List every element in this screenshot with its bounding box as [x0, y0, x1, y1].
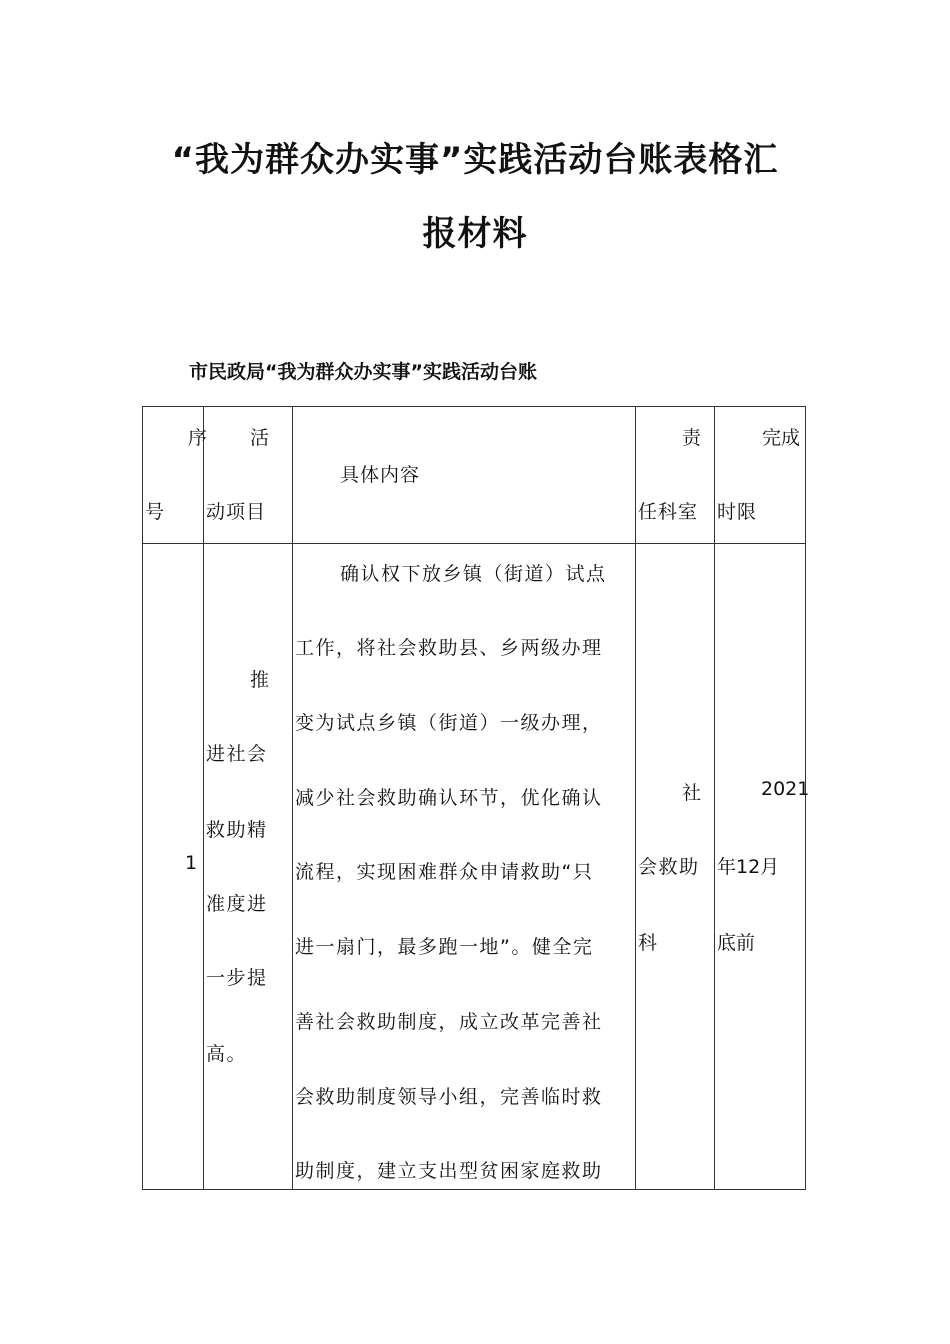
department-line: 会救助 [638, 856, 700, 878]
content-line: 会救助制度领导小组，完善临时救 [295, 1086, 603, 1108]
activity-line: 准度进 [206, 893, 268, 915]
department-line: 科 [638, 932, 659, 954]
header-deadline-part-2: 时限 [717, 501, 758, 523]
deadline-line: 底前 [717, 932, 756, 954]
content-line: 流程，实现困难群众申请救助“只 [295, 861, 594, 883]
row-seq: 1 [185, 852, 198, 874]
content-line: 确认权下放乡镇（街道）试点 [340, 563, 607, 585]
header-deadline-part-1: 完成 [762, 427, 801, 449]
activity-line: 一步提 [206, 967, 268, 989]
content-line: 善社会救助制度，成立改革完善社 [295, 1011, 603, 1033]
activity-line: 救助精 [206, 819, 268, 841]
content-line: 变为试点乡镇（街道）一级办理， [295, 712, 603, 734]
content-line: 减少社会救助确认环节，优化确认 [295, 787, 603, 809]
activity-line: 进社会 [206, 743, 268, 765]
header-department-part-2: 任科室 [638, 501, 699, 523]
header-content: 具体内容 [340, 464, 421, 486]
header-activity-part-2: 动项目 [206, 501, 267, 523]
header-seq-part-2: 号 [145, 501, 165, 523]
deadline-line: 2021 [761, 778, 810, 800]
document-title-line-1: “我为群众办实事”实践活动台账表格汇 [171, 140, 779, 180]
activity-line: 推 [250, 669, 271, 691]
content-line: 助制度，建立支出型贫困家庭救助 [295, 1160, 603, 1182]
deadline-line: 年12月 [717, 856, 780, 878]
table-caption: 市民政局“我为群众办实事”实践活动台账 [189, 361, 537, 383]
content-line: 工作，将社会救助县、乡两级办理 [295, 637, 603, 659]
department-line: 社 [682, 782, 703, 804]
document-title-line-2: 报材料 [422, 214, 528, 254]
header-department-part-1: 责 [682, 427, 702, 449]
header-activity-part-1: 活 [250, 427, 270, 449]
content-line: 进一扇门，最多跑一地”。健全完 [295, 936, 594, 958]
header-seq-part-1: 序 [188, 427, 208, 449]
activity-line: 高。 [206, 1043, 248, 1065]
